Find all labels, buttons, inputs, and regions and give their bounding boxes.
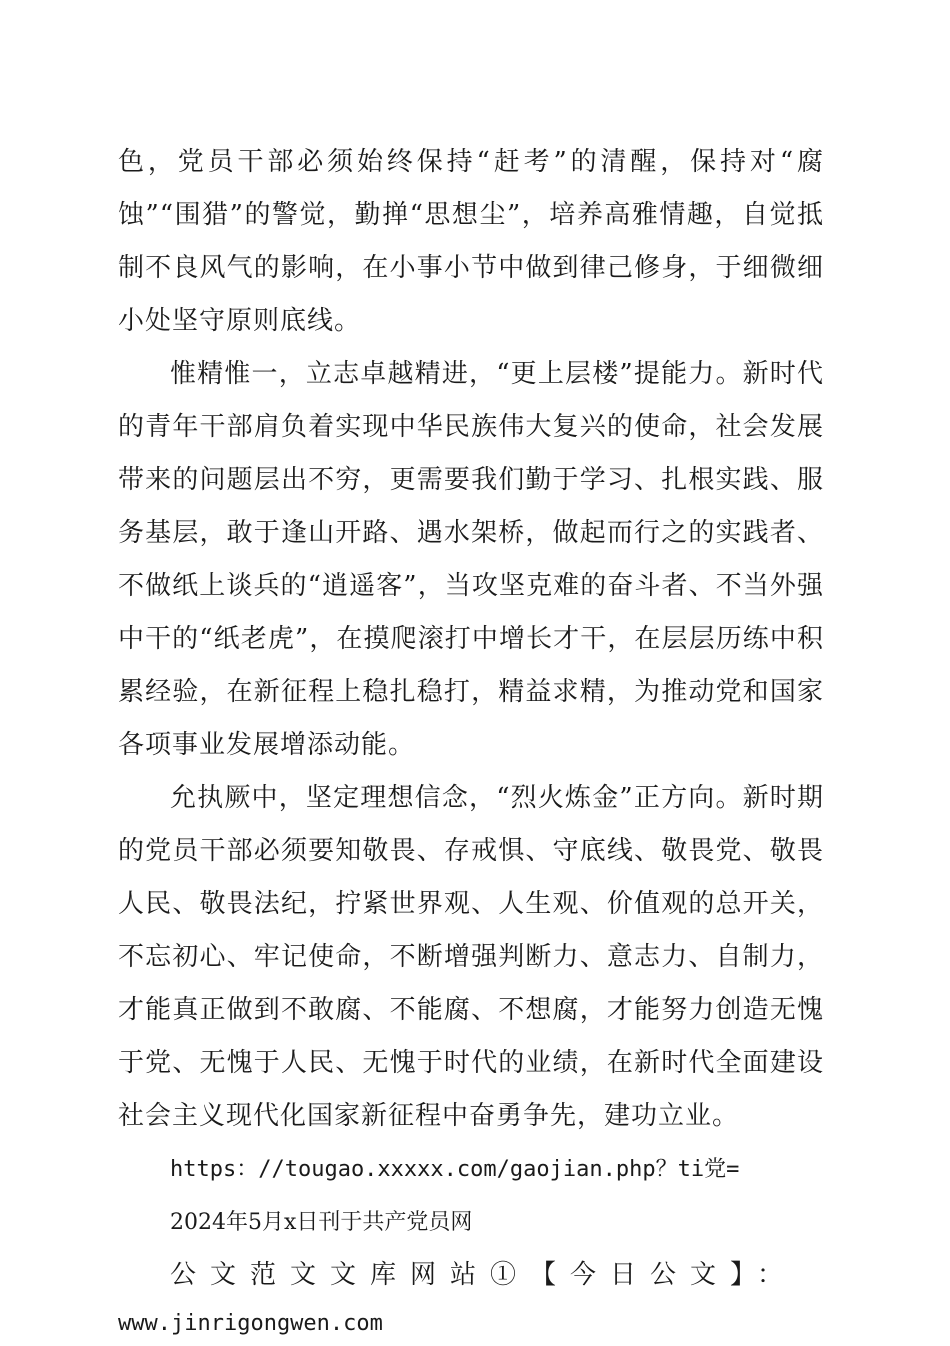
site-label: 公文范文文库网站①【今日公文】： (170, 1260, 798, 1290)
publish-note: 2024年5月x日刊于共产党员网 (170, 1210, 473, 1235)
paragraph-ideals-belief: 允执厥中，坚定理想信念，“烈火炼金”正方向。新时期的党员干部必须要知敬畏、存戒惧、守底线、敬畏党、敬畏人民、敬畏法纪，拧紧世界观、人生观、价值观的总开关，不忘初心、牢记使命，不断增强判断力、意志力、自制力，才能真正做到不敢腐、不能腐、不想腐，才能努力创造无愧于党、无愧于人民、无愧于时代的业绩，在新时代全面建设社会主义现代化国家新征程中奋勇争先，建功立业。 (118, 783, 824, 1131)
document-body (118, 136, 824, 1346)
paragraph-improve-ability: 惟精惟一，立志卓越精进，“更上层楼”提能力。新时代的青年干部肩负着实现中华民族伟大复兴的使命，社会发展带来的问题层出不穷，更需要我们勤于学习、扎根实践、服务基层，敢于逢山开路、遇水架桥，做起而行之的实践者、不做纸上谈兵的“逍遥客”，当攻坚克难的奋斗者、不当外强中干的“纸老虎”，在摸爬滚打中增长才干，在层层历练中积累经验，在新征程上稳扎稳打，精益求精，为推动党和国家各项事业发展增添动能。 (118, 359, 824, 760)
source-url-line: https：//tougao.xxxxx.com/gaojian.php？ti党= (170, 1157, 740, 1182)
paragraph-continuation: 色，党员干部必须始终保持“赶考”的清醒，保持对“腐蚀”“围猎”的警觉，勤掸“思想尘”，培养高雅情趣，自觉抵制不良风气的影响，在小事小节中做到律己修身，于细微细小处坚守原则底线。 (118, 147, 824, 336)
site-url-link[interactable]: www.jinrigongwen.com (118, 1311, 383, 1336)
